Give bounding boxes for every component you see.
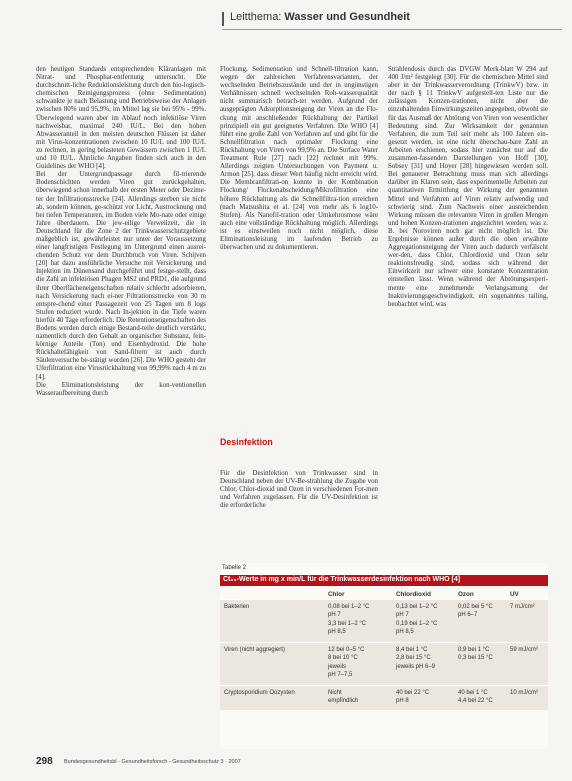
table-cell: 7 mJ/cm²	[510, 604, 535, 610]
table-label: Tabelle 2	[222, 565, 247, 571]
header-rule	[222, 12, 224, 26]
body-column-3: Strahlendosis durch das DVGW Merk-blatt W 294 auf 400 J/m² festgelegt [30]. Für die chemischen Mittel sind aber in der Trinkwasserverordnung (TrinkwV) bzw. in der nach § 11 TrinkwV aufgestell-ten Liste nur die zulässigen Konzen-trationen, nicht aber die einzuhaltenden Einwirkungszeiten angegeben, obwohl sie für das Ausmaß der Abtötung von Viren von wesentlicher Bedeutung sind. Zur Wirksamkeit der genannten Verfahren, die zum Teil seit mehr als 100 Jahren ein-gesetzt werden, ist eine nicht überschau-bare Zahl an Arbeiten erschienen, sodass hier zunächst nur auf die zusammen-fassenden Darstellungen von Hoff [30], Sobsey [31] und Hoyer [28] hingewiesen werden soll. Bei genauerer Betrachtung muss man sich allerdings darüber im Klaren sein, dass experimentelle Arbeiten zur quantitativen Ermittlung der Wirkung der genannten Mittel und Verfahren auf Viren relativ aufwendig und schwierig sind. Zum Nachweis einer ausreichenden Wirkung müssen die relevanten Viren in großen Mengen und hohen Konzen-trationen angezüchtet werden, was z. B. bei Noroviren noch gar nicht möglich ist. Die Ergebnisse können außer durch die oben erwähnte Aggregationsneigung der Viren auch dadurch verfälscht wer-den, dass Chlor, Chlordioxid und Ozon sehr reaktionsfreudig sind, sodass sich während der Einwirkzeit nur schwer eine konstante Konzentration einstellen lässt. Wenn während der Abtötungsexperi-mente eine zunehmende Verlangsamung der Inaktivierungsgeschwindigkeit, ein sogenanntes tailing, beobachtet wird, was	[388, 66, 548, 308]
table-cell: 12 bei 0–5 °C 8 bei 10 °C jeweils pH 7–7,5	[328, 647, 365, 679]
table-column-header: Chlordioxid	[396, 591, 431, 598]
page-footer	[36, 753, 548, 769]
header-underline	[222, 29, 562, 30]
section-heading-desinfektion: Desinfektion	[220, 437, 273, 447]
journal-citation: Bundesgesundheitsbl - Gesundheitsforsch - Gesundheitsschutz 3 · 2007	[64, 759, 241, 765]
table-cell: 59 mJ/cm²	[510, 647, 539, 653]
table-cell: 10 mJ/cm²	[510, 690, 539, 696]
table-title-bar	[220, 575, 548, 586]
table-title: Ct₉₉-Werte in mg x min/L für die Trinkwasserdesinfektion nach WHO [4]	[223, 576, 461, 583]
ct-values-table	[220, 563, 548, 749]
table-row-name: Bakterien	[224, 604, 250, 610]
header-topic: Wasser und Gesundheit	[284, 11, 410, 23]
table-cell: 40 bei 1 °C 4,4 bei 22 °C	[458, 690, 493, 705]
table-cell: 0,08 bei 1–2 °C pH 7 3,3 bei 1–2 °C pH 8,5	[328, 604, 370, 636]
table-row-name: Viren (nicht aggregiert)	[224, 647, 285, 653]
table-cell: 0,02 bei 5 °C pH 6–7	[458, 604, 493, 619]
running-header	[222, 8, 562, 28]
table-cell: Nicht empfindlich	[328, 690, 359, 705]
table-cell: 40 bei 22 °C pH 8	[396, 690, 430, 705]
table-row	[220, 642, 548, 685]
table-row	[220, 685, 548, 710]
table-cell: 8,4 bei 1 °C 2,8 bei 15 °C jeweils pH 6–9	[396, 647, 436, 670]
table-column-header: Chlor	[328, 591, 345, 598]
header-prefix: Leitthema:	[230, 11, 285, 23]
body-column-2: Flockung, Sedimentation und Schnell-filtration kann, wegen der zahlreichen Verfahrensvarianten, der wechselnden Betriebszustände und der in ungünstigen Verhältnissen schnell wechselnden Roh-wasserqualität nicht summarisch betrach-tet werden. Aufgrund der ausgeprägten Adsorptionsneigung der Viren an die Flo-ckung mit anschließender Rückhaltung der Partikel prinzipiell ein gut geeignetes Verfahren. Die WHO [4] führt eine große Zahl von Verfahren auf und gibt für die Schnellfiltration nach optimaler Flockung eine Rückhaltung von Viren von 99,9% an. Die Surface Water Treatment Rule [27] nach [22] rechnet mit 99%. Allerdings zeigten Untersuchungen von Payment u. Armon [25], dass dieser Wert häufig nicht erreicht wird. Die Membranfiltrati-on konnte in der Kombination Flockung/ Flockenabscheidung/Mikrofiltration eine höhere Rückhaltung als die Schnellfiltra-tion erreichen (nach Matsushita et al. [24] von mehr als 6 log10-Stufen). Als Nanofil-tration oder Umkehrosmose wäre auch eine vollständige Rückhaltung möglich. Allerdings ist es einstweilen noch nicht möglich, diese Eliminationsleistung im laufenden Betrieb zu überwachen und zu dokumentieren.	[220, 66, 378, 252]
table-cell: 0,13 bei 1–2 °C pH 7 0,19 bei 1–2 °C pH 8,5	[396, 604, 438, 636]
table-column-header: UV	[510, 591, 519, 598]
page-number: 298	[36, 756, 53, 767]
body-column-2-continued: Für die Desinfektion von Trinkwasser sind in Deutschland neben der UV-Be-strahlung die Zugabe von Chlor, Chlor-dioxid und Ozon in verschiedenen For-men und Verfahren zugelassen. Für die UV-Desinfektion ist die erforderliche	[220, 470, 378, 510]
body-column-1: den heutigen Standards entsprechenden Kläranlagen mit Nitrat- und Phosphat-entfernung untersucht. Die durchschnitt-liche Reduktionsleistung durch den bio-logisch-chemischen Reinigungsprozess (ohne Sedimentation) schwankte je nach Belastung und Betriebsweise der Anlagen zwischen 80% und 95,9%, im Mittel lag sie bei 95% - 99%. Überwiegend waren aber im Ablauf noch infektiöse Viren nachweisbar, maximal 240 IU/L. Bei den hohen Abwasseranteil in den meisten deutschen Flüssen ist daher mit Virus-konzentrationen zwischen 10 IU/L und 100 IU/L zu rechnen, in gering belasteten Gewässern zwischen 1 IU/L und 10 IU/L. Ähnliche Angaben finden sich auch in den Guidelines der WHO [4]. Bei der Untergrundpassage durch fil-trierende Bodenschichten werden Viren gut zurückgehalten, überwiegend schon innerhalb der ersten Meter oder Dezime-ter der Infiltrationsstrecke [24]. Allerdings sterben sie nicht ab, sondern können, ge-schützt vor Licht, Austrocknung und bei tiefen Temperaturen, im Boden viele Mo-nate oder einige Jahre überdauern. Die jew-eilige Verweilzeit, die in Deutschland für die Zone 2 der Trinkwasserschutzgebiete maßgeblich ist, gewährleistet nur unter der Voraussetzung einer langfristigen Festlegung im Untergrund einen ausrei-chenden Schutz vor dem Durchbruch von Viren. Schijven [20] hat dazu ausführliche Versuche mit Versickerung und Injektion im Dünensand durchgeführt und festge-stellt, dass die Zahl an infektiösen Phagen MS2 und PRD1, die aufgrund ihrer Oberflächeneigenschaften relativ schlecht adsorbieren, nach Versickerung nach ei-ner Filtrationsstrecke von 30 m entspre-chend einer Passagezeit von 25 Tagen um 8 logs Stufen reduziert wurde. Nach In-jektion in die Tiefe waren hierfür 40 Tage erforderlich. Die Retentionseigenschaften des Bodens werden durch einige Bestand-teile deutlich verstärkt, namentlich durch den Gehalt an organischer Substanz, fein-körnige Anteile (Ton) und Eisenhydroxid. Die hohe Rückhaltefähigkeit von Sand-filtern ist auch durch Säulenversuche be-stätigt worden [26]. Die WHO gesteht der Uferfiltration eine Virusrückhaltung von 99,99% nach 4 m zu [4]. Die Eliminationsleistung der kon-ventionellen Wasseraufbereitung durch	[36, 66, 206, 397]
table-row	[220, 599, 548, 642]
table-cell: 0,9 bei 1 °C 0,3 bei 15 °C	[458, 647, 493, 662]
table-column-header: Ozon	[458, 591, 474, 598]
table-row-name: Cryptosporidium Oozysten	[224, 690, 295, 696]
header-title	[230, 11, 410, 23]
